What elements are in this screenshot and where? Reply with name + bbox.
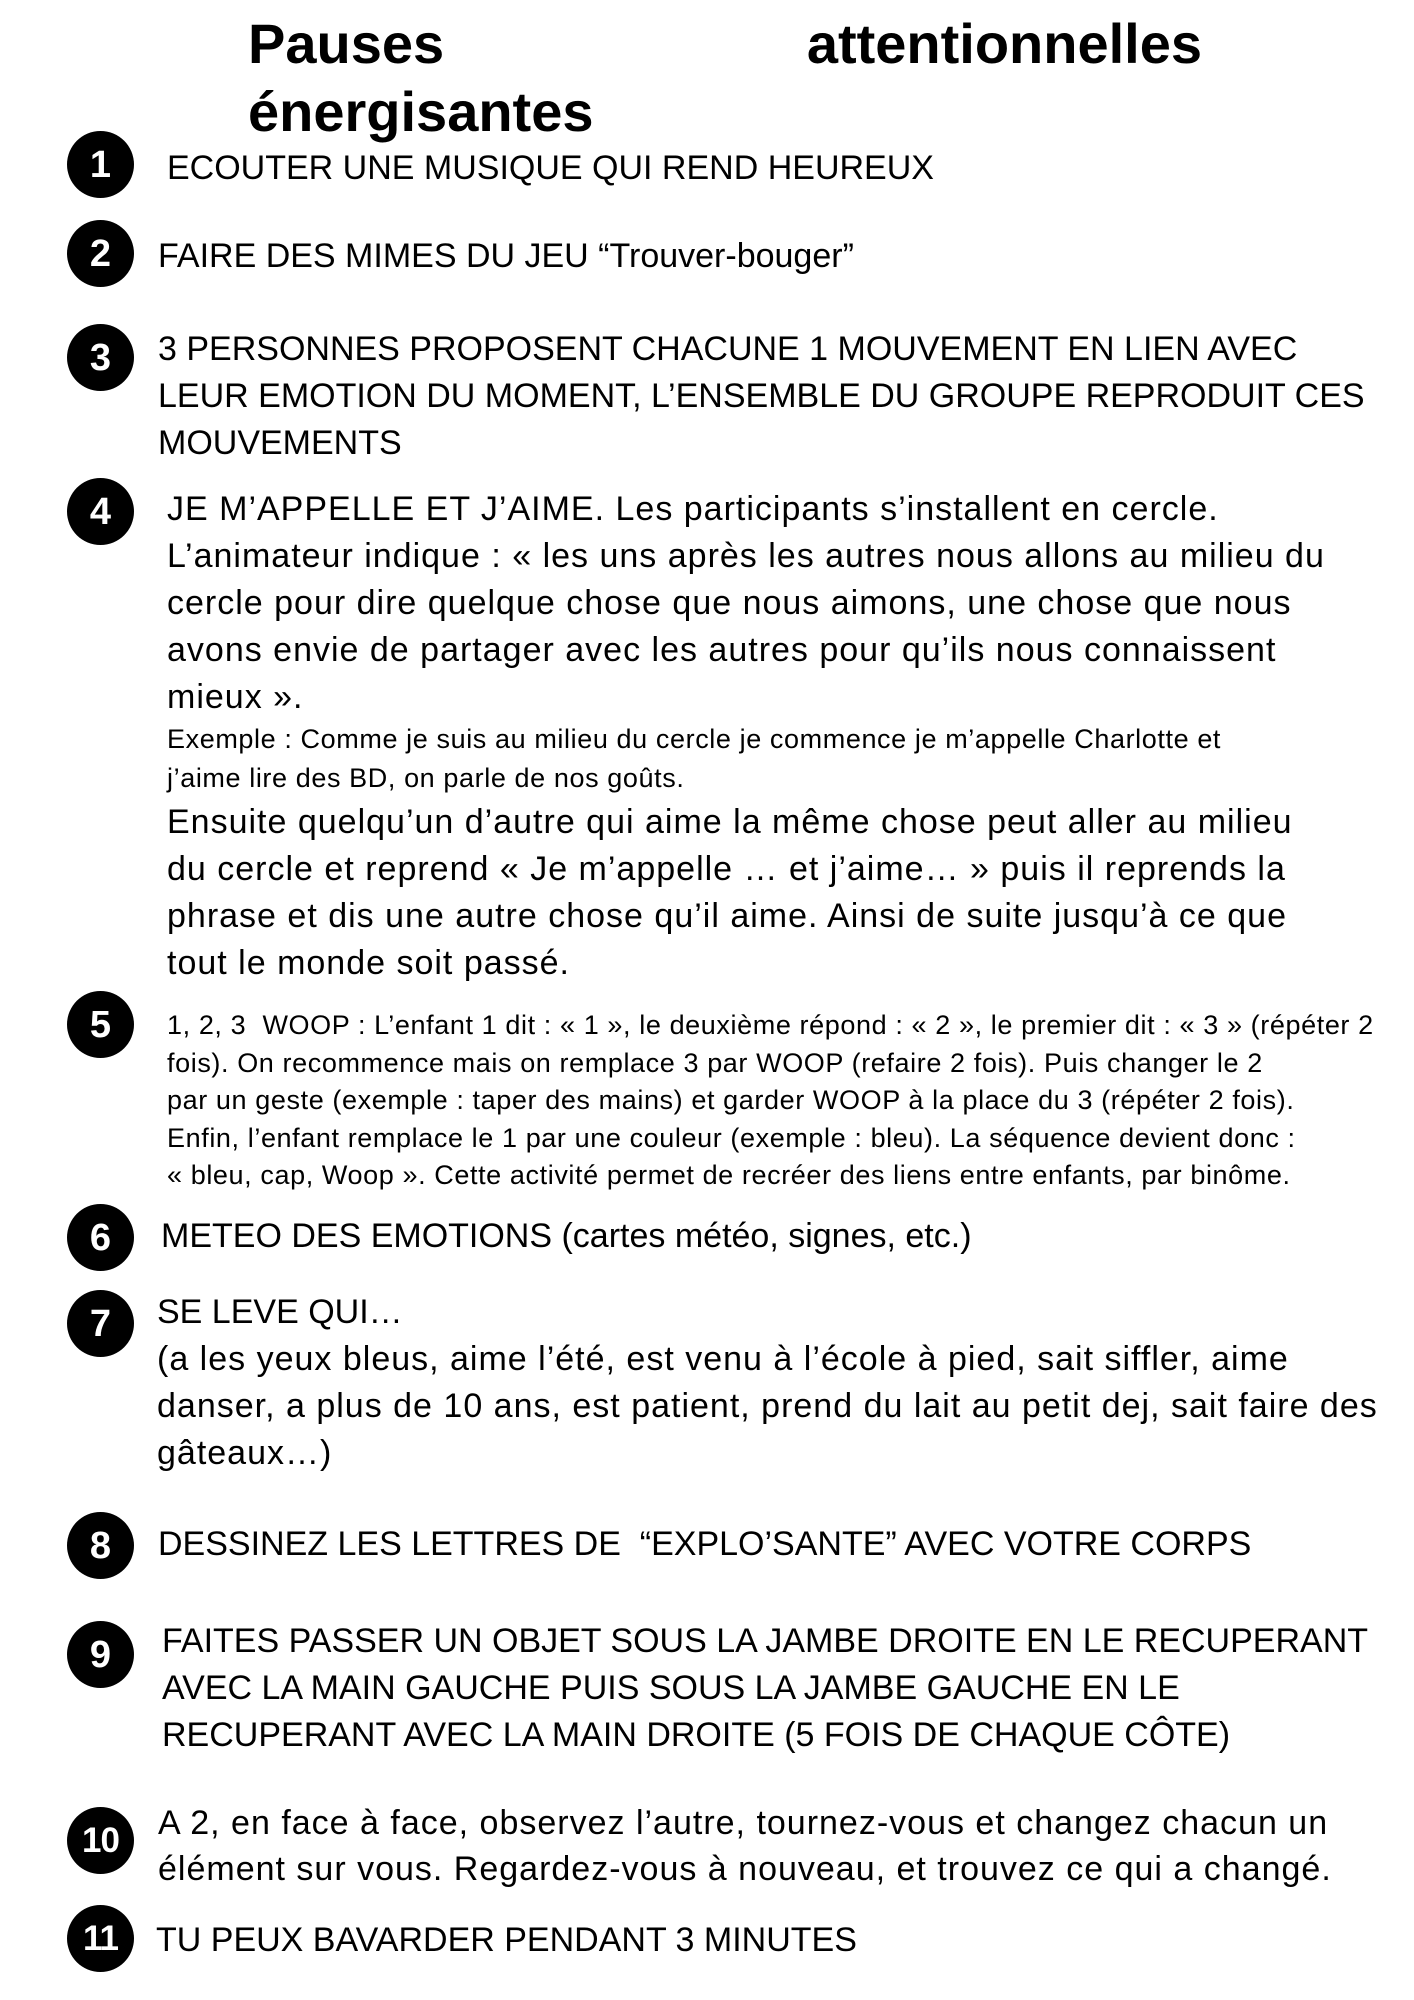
activity-text	[167, 486, 1325, 721]
instruction-line: SE LEVE QUI…	[157, 1293, 403, 1331]
instruction-line: MOUVEMENTS	[158, 424, 402, 462]
instruction-line: du cercle et reprend « Je m’appelle … et j’aime… » puis il reprends la	[167, 850, 1286, 888]
instruction-line: phrase et dis une autre chose qu’il aime. Ainsi de suite jusqu’à ce que	[167, 897, 1287, 935]
title-line-1	[248, 10, 1202, 78]
instruction-line: AVEC LA MAIN GAUCHE PUIS SOUS LA JAMBE GAUCHE EN LE	[162, 1669, 1180, 1707]
instruction-line: LEUR EMOTION DU MOMENT, L’ENSEMBLE DU GROUPE REPRODUIT CES	[158, 377, 1365, 415]
activity-text	[156, 1917, 857, 1964]
instruction-line: « bleu, cap, Woop ». Cette activité permet de recréer des liens entre enfants, par binôme.	[167, 1160, 1291, 1191]
activity-text	[162, 1618, 1368, 1759]
instruction-line: avons envie de partager avec les autres pour qu’ils nous connaissent	[167, 631, 1277, 669]
activity-text	[158, 326, 1365, 467]
instruction-line: élément sur vous. Regardez-vous à nouveau, et trouvez ce qui a changé.	[158, 1850, 1332, 1889]
instruction-line: (a les yeux bleus, aime l’été, est venu à l’école à pied, sait siffler, aime	[157, 1340, 1289, 1378]
activity-text	[158, 1521, 1251, 1568]
example-text	[167, 720, 1221, 797]
instruction-line: danser, a plus de 10 ans, est patient, prend du lait au petit dej, sait faire des	[157, 1387, 1378, 1425]
instruction-line: FAITES PASSER UN OBJET SOUS LA JAMBE DROITE EN LE RECUPERANT	[162, 1622, 1369, 1660]
step-number-badge: 3	[67, 324, 134, 391]
activity-text	[161, 1213, 972, 1260]
page-title	[248, 10, 1202, 146]
step-number-badge: 7	[67, 1290, 134, 1357]
activity-text	[157, 1289, 1378, 1477]
instruction-line: mieux ».	[167, 678, 304, 716]
step-number-badge: 2	[67, 220, 134, 287]
step-number-badge: 11	[67, 1905, 134, 1972]
example-line: Exemple : Comme je suis au milieu du cercle je commence je m’appelle Charlotte et	[167, 724, 1222, 754]
title-line-2: énergisantes	[248, 80, 594, 143]
activity-text-continued	[167, 799, 1293, 987]
instruction-line: fois). On recommence mais on remplace 3 par WOOP (refaire 2 fois). Puis changer le 2	[167, 1047, 1263, 1078]
step-number-badge: 6	[67, 1204, 134, 1271]
instruction-line: Enfin, l’enfant remplace le 1 par une couleur (exemple : bleu). La séquence devient donc :	[167, 1122, 1296, 1153]
step-number-badge: 10	[67, 1807, 134, 1874]
instruction-line: gâteaux…)	[157, 1434, 333, 1472]
title-word-attentionnelles: attentionnelles	[806, 12, 1202, 75]
instruction-line: DESSINEZ LES LETTRES DE “EXPLO’SANTE” AVEC VOTRE CORPS	[158, 1525, 1252, 1563]
instruction-line: JE M’APPELLE ET J’AIME. Les participants s’installent en cercle.	[167, 490, 1219, 528]
instruction-line: ECOUTER UNE MUSIQUE QUI REND HEUREUX	[167, 149, 934, 187]
example-line: j’aime lire des BD, on parle de nos goûts.	[167, 762, 685, 793]
step-number-badge: 8	[67, 1512, 134, 1579]
instruction-line: 1, 2, 3 WOOP : L’enfant 1 dit : « 1 », le deuxième répond : « 2 », le premier dit : « 3 » (répéter 2	[167, 1010, 1374, 1040]
instruction-line: TU PEUX BAVARDER PENDANT 3 MINUTES	[156, 1921, 857, 1959]
instruction-line: 3 PERSONNES PROPOSENT CHACUNE 1 MOUVEMENT EN LIEN AVEC	[158, 330, 1298, 368]
step-number-badge: 4	[67, 478, 134, 545]
activity-text	[158, 233, 854, 280]
instruction-line: cercle pour dire quelque chose que nous aimons, une chose que nous	[167, 584, 1292, 622]
step-number-badge: 5	[67, 991, 134, 1058]
activity-text	[167, 145, 934, 192]
title-word-pauses: Pauses	[248, 12, 445, 75]
instruction-line: tout le monde soit passé.	[167, 944, 571, 982]
instruction-line: FAIRE DES MIMES DU JEU “Trouver-bouger”	[158, 237, 854, 275]
instruction-line: RECUPERANT AVEC LA MAIN DROITE (5 FOIS DE CHAQUE CÔTE)	[162, 1716, 1231, 1754]
step-number-badge: 1	[67, 131, 134, 198]
instruction-line: A 2, en face à face, observez l’autre, tournez-vous et changez chacun un	[158, 1804, 1329, 1842]
activity-text	[167, 1007, 1374, 1195]
instruction-line: Ensuite quelqu’un d’autre qui aime la même chose peut aller au milieu	[167, 803, 1293, 841]
instruction-line: par un geste (exemple : taper des mains) et garder WOOP à la place du 3 (répéter 2 fois).	[167, 1085, 1295, 1116]
instruction-line: METEO DES EMOTIONS (cartes météo, signes, etc.)	[161, 1217, 972, 1255]
activity-text	[158, 1800, 1332, 1893]
instruction-line: L’animateur indique : « les uns après les autres nous allons au milieu du	[167, 537, 1325, 575]
step-number-badge: 9	[67, 1621, 134, 1688]
